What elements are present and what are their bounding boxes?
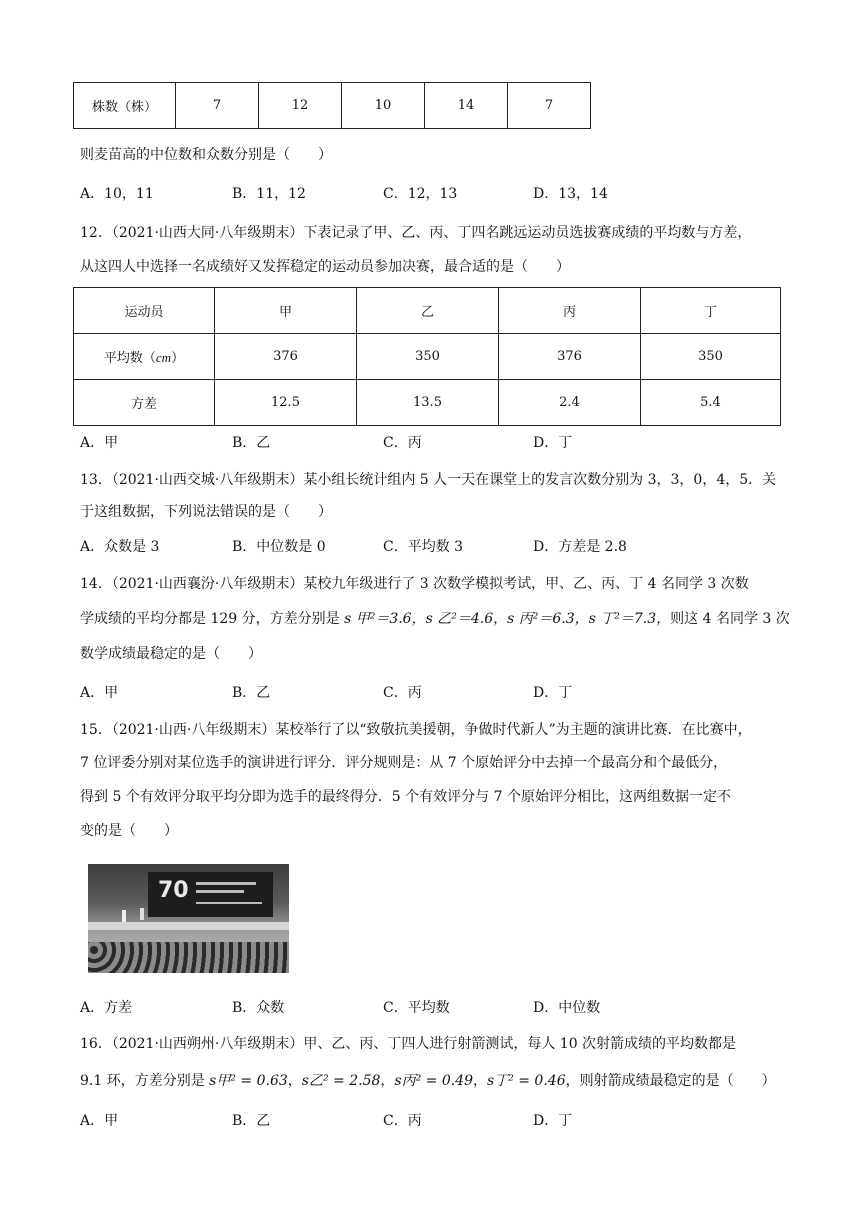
question-13-line2: 于这组数据，下列说法错误的是（ ）: [80, 504, 332, 520]
option-c: C．丙: [383, 1113, 422, 1129]
table-cell: 株数（株）: [74, 83, 176, 129]
speaker-figure: [122, 910, 126, 922]
speaker-figure: [140, 908, 144, 920]
table-cell: 13.5: [357, 380, 499, 426]
row-label-variance: 方差: [74, 380, 215, 426]
question-15-line1: 15．（2021·山西·八年级期末）某校举行了以“致敬抗美援朝，争做时代新人”为主题的演讲比赛．在比赛中，: [80, 722, 752, 738]
table-header-cell: 丙: [499, 288, 641, 334]
option-b: B．11，12: [232, 186, 306, 202]
question-16-line1: 16．（2021·山西朔州·八年级期末）甲、乙、丙、丁四人进行射箭测试，每人 10 次射箭成绩的平均数都是: [80, 1036, 737, 1052]
question-13-line1: 13．（2021·山西交城·八年级期末）某小组长统计组内 5 人一天在课堂上的发言次数分别为 3，3，0，4，5．关: [80, 472, 777, 488]
option-a: A．甲: [80, 1113, 119, 1129]
screen-text-line: [196, 882, 256, 885]
option-b: B．乙: [232, 685, 271, 701]
question-14-line2: 学成绩的平均分都是 129 分，方差分别是 s 甲²＝3.6，s 乙²＝4.6，s 丙²＝6.3，s 丁²＝7.3，则这 4 名同学 3 次: [80, 611, 790, 627]
question-15-line3: 得到 5 个有效评分取平均分即为选手的最终得分．5 个有效评分与 7 个原始评分相比，这两组数据一定不: [80, 789, 731, 805]
table-cell: 350: [357, 334, 499, 380]
screen-text-line: [196, 902, 262, 904]
question-12-line1: 12．（2021·山西大同·八年级期末）下表记录了甲、乙、丙、丁四名跳远运动员选拔赛成绩的平均数与方差，: [80, 225, 752, 241]
projection-screen: [148, 872, 273, 917]
option-a: A．10，11: [80, 186, 154, 202]
table-row: [74, 83, 591, 129]
table-cell: 12.5: [215, 380, 357, 426]
option-a: A．甲: [80, 435, 119, 451]
table-cell: 12: [259, 83, 342, 129]
option-d: D．方差是 2.8: [533, 539, 627, 555]
question-15-line2: 7 位评委分别对某位选手的演讲进行评分．评分规则是：从 7 个原始评分中去掉一个最高分和个最低分，: [80, 755, 728, 771]
table-cell: 10: [342, 83, 425, 129]
variance-1: s甲² = 0.63: [209, 1073, 288, 1089]
variance-1: s 甲²＝3.6，: [344, 611, 426, 627]
variance-3: s 丙²＝6.3，: [507, 611, 589, 627]
question-14-line3: 数学成绩最稳定的是（ ）: [80, 646, 262, 662]
question-14-line1: 14．（2021·山西襄汾·八年级期末）某校九年级进行了 3 次数学模拟考试，甲、乙、丙、丁 4 名同学 3 次数: [80, 576, 749, 592]
table-cell: 7: [176, 83, 259, 129]
option-c: C．平均数 3: [383, 539, 464, 555]
variance-2: s 乙²＝4.6，: [425, 611, 508, 627]
option-d: D．丁: [533, 685, 573, 701]
speech-contest-photo: [88, 864, 289, 973]
option-c: C．平均数: [383, 1000, 450, 1016]
option-d: D．13，14: [533, 186, 608, 202]
screen-text-line: [196, 890, 244, 893]
question-15-line4: 变的是（ ）: [80, 823, 178, 839]
table-cell: 376: [499, 334, 641, 380]
option-b: B．中位数是 0: [232, 539, 326, 555]
variance-3: s丙² = 0.49: [394, 1073, 473, 1089]
table-header-cell: 乙: [357, 288, 499, 334]
option-d: D．中位数: [533, 1000, 601, 1016]
table-cell: 350: [641, 334, 781, 380]
screen-number: 70: [158, 878, 189, 903]
table-cell: 5.4: [641, 380, 781, 426]
table-cell: 2.4: [499, 380, 641, 426]
option-b: B．乙: [232, 435, 271, 451]
variance-2: s乙² = 2.58: [301, 1073, 381, 1089]
option-a: A．甲: [80, 685, 119, 701]
audience: [88, 942, 289, 973]
row-label-mean: 平均数（cm）: [74, 334, 215, 380]
table-cell: 14: [425, 83, 508, 129]
stem-count-table: [73, 82, 591, 129]
table-header-cell: 丁: [641, 288, 781, 334]
option-b: B．乙: [232, 1113, 271, 1129]
table-cell: 7: [508, 83, 591, 129]
athlete-table: [73, 287, 781, 426]
stage: [88, 922, 289, 930]
option-a: A．众数是 3: [80, 539, 160, 555]
question-stem: 则麦苗高的中位数和众数分别是（ ）: [80, 147, 332, 163]
table-header-cell: 甲: [215, 288, 357, 334]
option-c: C．丙: [383, 435, 422, 451]
table-header-cell: 运动员: [74, 288, 215, 334]
variance-4: s丁² = 0.46: [487, 1073, 566, 1089]
option-c: C．丙: [383, 685, 422, 701]
option-c: C．12，13: [383, 186, 458, 202]
option-d: D．丁: [533, 1113, 573, 1129]
table-row: [74, 288, 781, 334]
option-a: A．方差: [80, 1000, 133, 1016]
table-row: [74, 334, 781, 380]
option-d: D．丁: [533, 435, 573, 451]
table-cell: 376: [215, 334, 357, 380]
question-16-line2: 9.1 环，方差分别是 s甲² = 0.63，s乙² = 2.58，s丙² = 0.49，s丁² = 0.46，则射箭成绩最稳定的是（ ）: [80, 1073, 776, 1089]
option-b: B．众数: [232, 1000, 285, 1016]
table-row: [74, 380, 781, 426]
variance-4: s 丁²＝7.3，: [588, 611, 671, 627]
question-12-line2: 从这四人中选择一名成绩好又发挥稳定的运动员参加决赛，最合适的是（ ）: [80, 259, 570, 275]
